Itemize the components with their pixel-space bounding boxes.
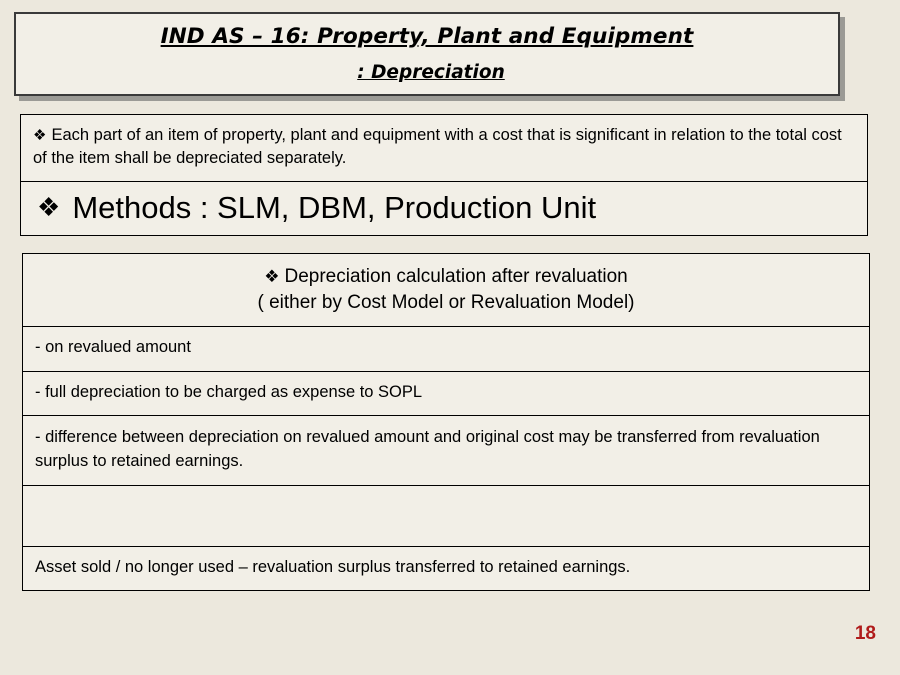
- table-header-row: [23, 254, 869, 327]
- table-cell-full-depreciation: - full depreciation to be charged as expense to SOPL: [35, 382, 423, 401]
- table-cell-asset-sold: Asset sold / no longer used – revaluation surplus transferred to retained earnings.: [35, 557, 631, 576]
- revaluation-depreciation-table: [22, 253, 870, 591]
- table-row: [23, 547, 869, 590]
- diamond-bullet-icon: ❖: [37, 191, 61, 222]
- table-row: [23, 416, 869, 486]
- table-header-line-2: ( either by Cost Model or Revaluation Model): [257, 291, 635, 313]
- significant-part-statement-row: [21, 115, 867, 182]
- title-line-2: : Depreciation: [357, 61, 505, 83]
- table-row: [23, 327, 869, 371]
- title-box: [14, 12, 840, 96]
- table-header-cell: [23, 254, 869, 326]
- diamond-bullet-icon: ❖: [33, 127, 47, 144]
- table-cell-empty: [23, 486, 869, 546]
- diamond-bullet-icon: ❖: [264, 267, 280, 286]
- title-line-1: IND AS – 16: Property, Plant and Equipment: [160, 24, 694, 49]
- methods-text: Methods : SLM, DBM, Production Unit: [72, 189, 597, 225]
- table-row: [23, 372, 869, 416]
- table-cell-revalued-amount: - on revalued amount: [35, 338, 191, 357]
- table-header-line-1: Depreciation calculation after revaluation: [284, 266, 628, 287]
- methods-row: [21, 182, 867, 235]
- table-cell-difference-transfer: - difference between depreciation on revalued amount and original cost may be transferred from revaluation surplus to retained earnings.: [35, 428, 820, 470]
- page-number: 18: [854, 623, 876, 644]
- significant-part-statement-text: Each part of an item of property, plant and equipment with a cost that is significant in relation to the total cost of the item shall be depreciated separately.: [33, 126, 842, 168]
- methods-block: [20, 114, 868, 236]
- table-row-empty: [23, 486, 869, 547]
- table-header-line-1-wrap: [35, 264, 857, 290]
